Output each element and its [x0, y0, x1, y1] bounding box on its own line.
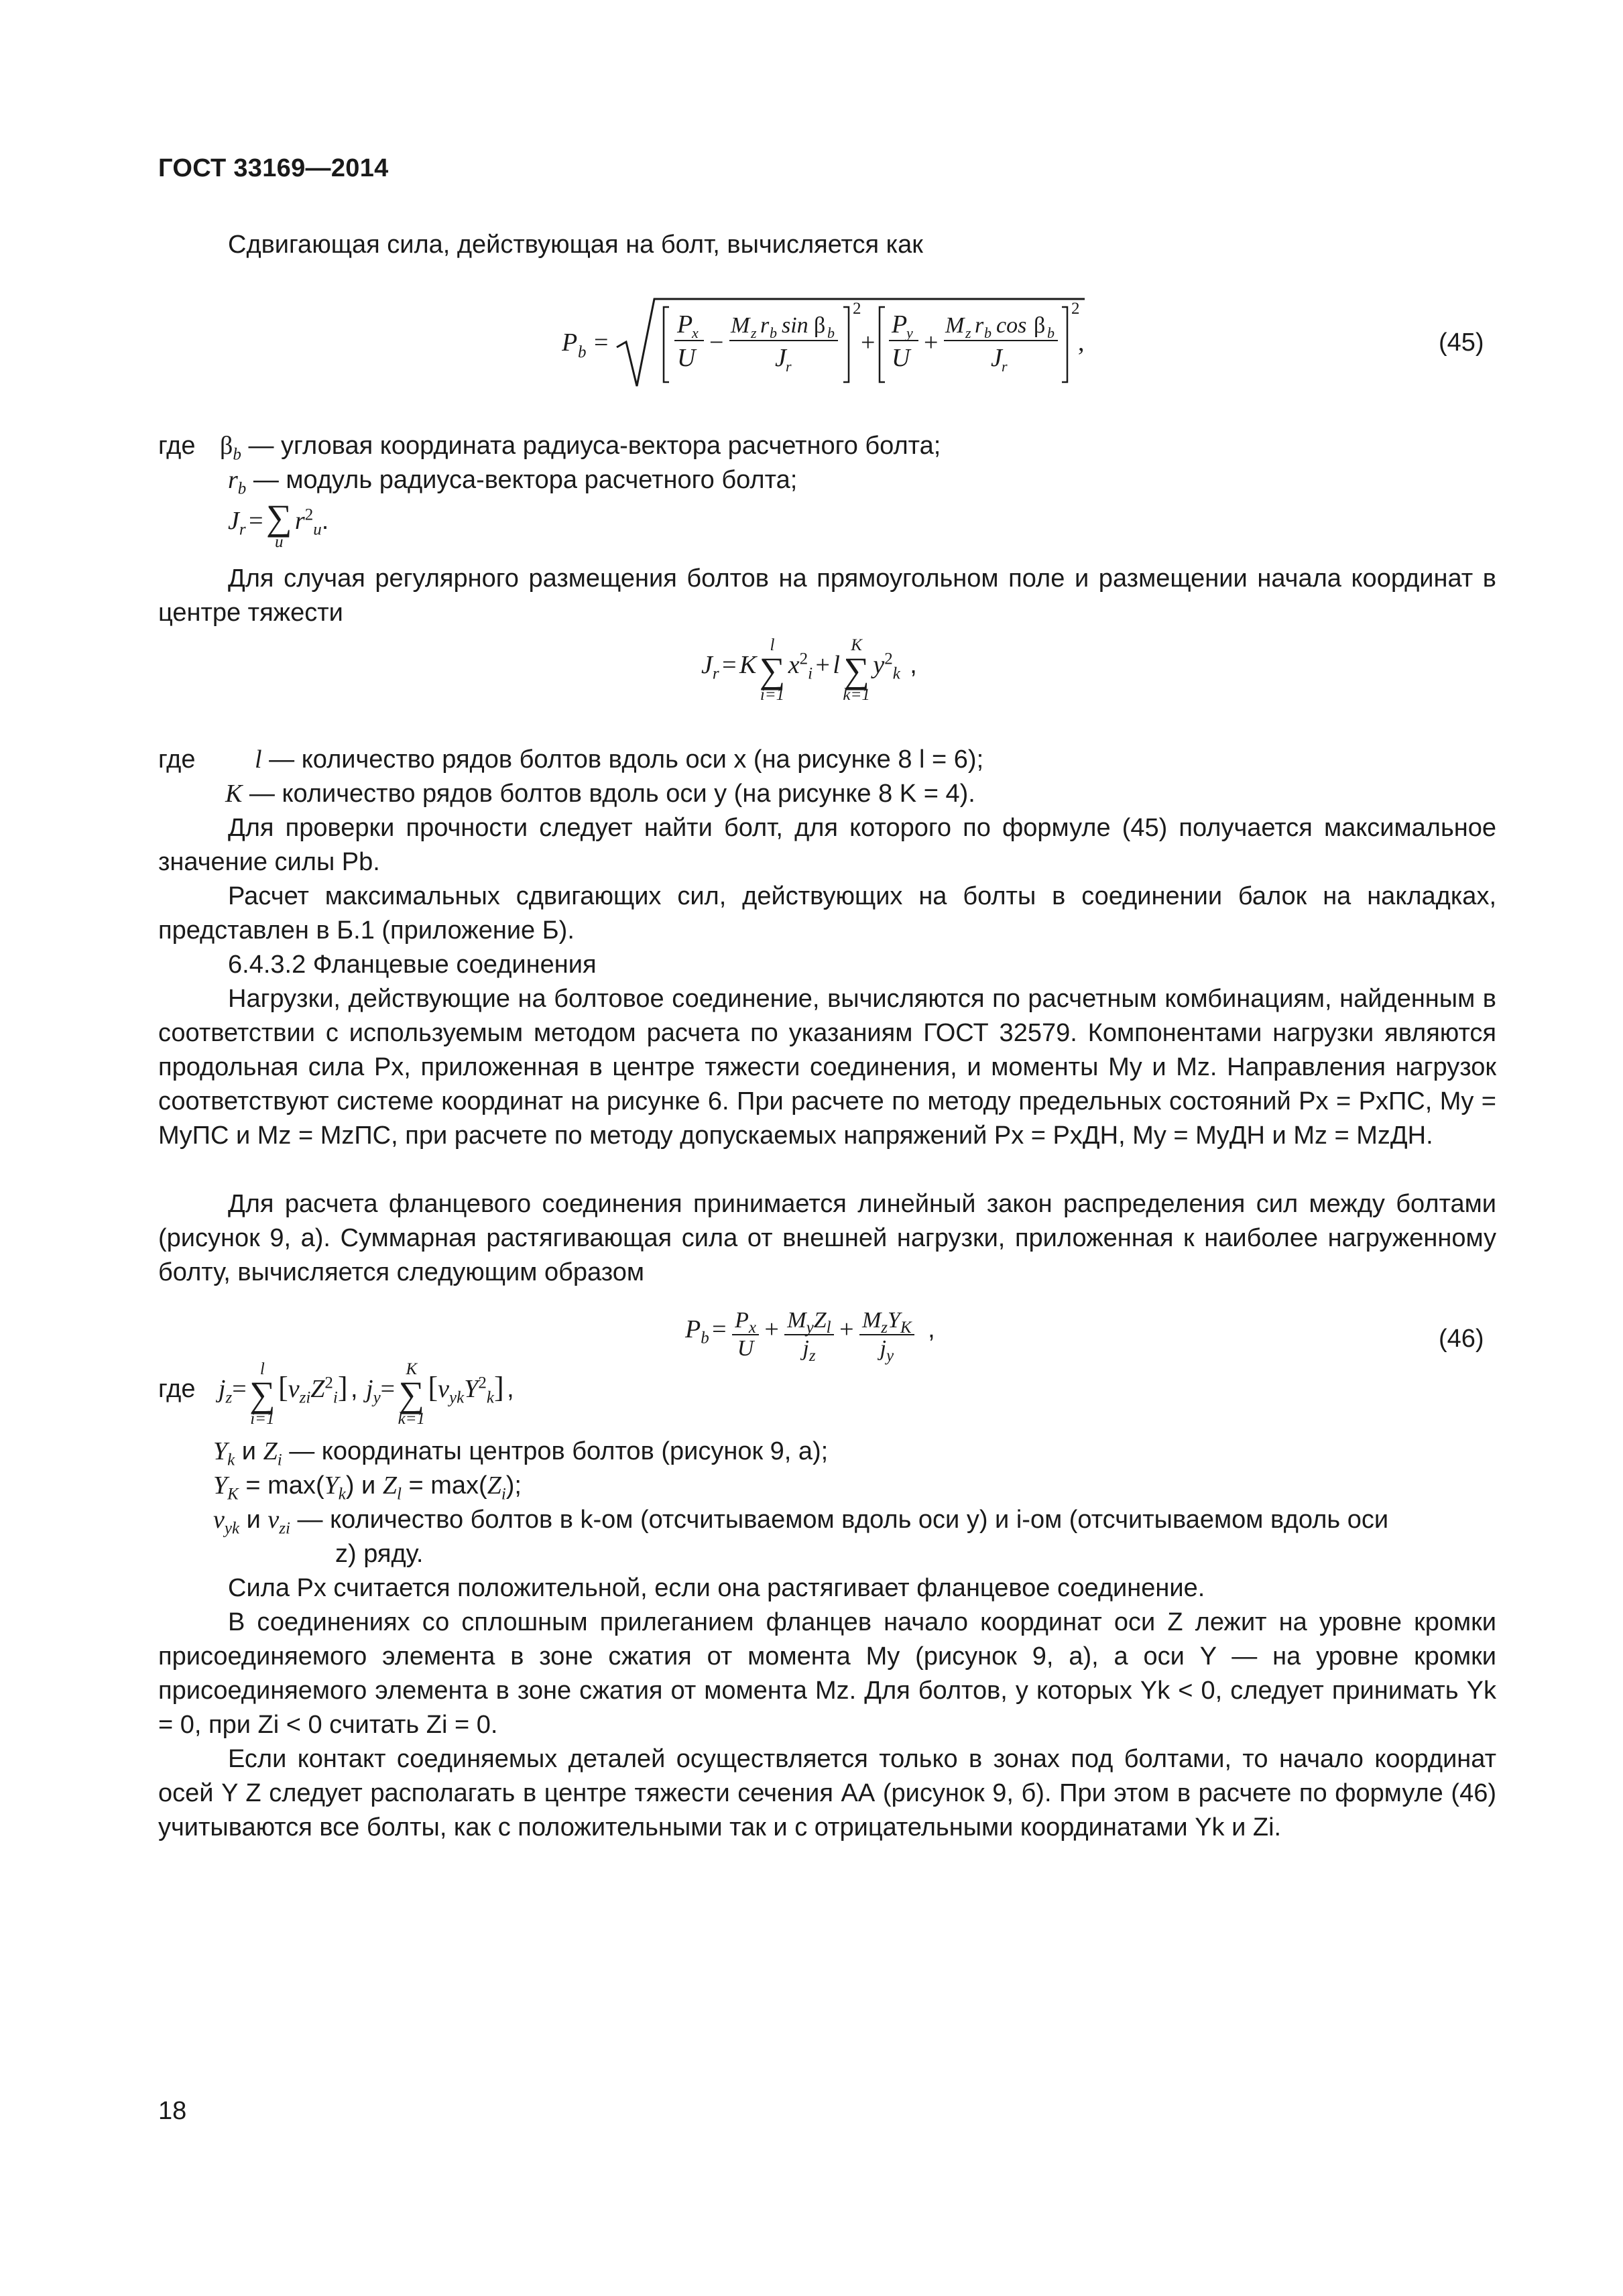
- section-heading: 6.4.3.2 Фланцевые соединения: [228, 951, 597, 979]
- svg-text:y: y: [906, 324, 913, 341]
- calc-paragraph: Расчет максимальных сдвигающих сил, действующих на болты в соединении балок на накладках, представлен в Б.1 (приложение Б).: [158, 882, 1496, 945]
- flange-paragraph: Для расчета фланцевого соединения принимается линейный закон распределения сил между болтами (рисунок 9, а). Суммарная растягивающая сила от внешней нагрузки, приложенная к наиболее нагруженному болту, вычисляется следующим образом: [158, 1190, 1496, 1286]
- svg-text:β: β: [814, 313, 826, 338]
- svg-text:U: U: [892, 344, 910, 372]
- svg-text:r: r: [786, 358, 792, 375]
- v-definition-line: $v_{yk}$ и $v_{zi}$ — количество болтов в k-ом (отсчитываемом вдоль оси y) и i-ом (отсчитываемом вдоль оси: [213, 1506, 1389, 1538]
- equation-46-formula: $P_b$ = $\frac{P_x}{U}$ + $\frac{M_yZ_l}{j_z}$ + $\frac{M_zY_K}{j_y}$ ,: [685, 1308, 935, 1365]
- contact-paragraph: В соединениях со сплошным прилеганием фланцев начало координат оси Z лежит на уровне кромки присоединяемого элемента в зоне сжатия от момента My (рисунок 9, а), а оси Y — на уровне кромки присоединяемого элемента в зоне сжатия от момента Mz. Для болтов, у которых Yk < 0, следует принимать Yk = 0, при Zi < 0 считать Zi = 0.: [158, 1608, 1496, 1739]
- svg-text:b: b: [578, 343, 587, 361]
- svg-text:J: J: [991, 344, 1002, 372]
- svg-text:M: M: [731, 313, 750, 338]
- last-paragraph: Если контакт соединяемых деталей осуществляется только в зонах под болтами, то начало координат осей Y Z следует располагать в центре тяжести сечения АА (рисунок 9, б). При этом в расчете по формуле (46) учитываются все болты, как с положительными так и с отрицательными координатами Yk и Zi.: [158, 1745, 1496, 1841]
- svg-text:,: ,: [1078, 328, 1085, 357]
- equation-45: [562, 294, 1098, 394]
- where-word: где: [158, 745, 196, 774]
- svg-text:−: −: [709, 328, 724, 357]
- svg-text:z: z: [965, 324, 971, 341]
- check-paragraph: Для проверки прочности следует найти болт, для которого по формуле (45) получается максимальное значение силы Pb.: [158, 814, 1496, 876]
- where-l-line: где l — количество рядов болтов вдоль оси x (на рисунке 8 l = 6);: [158, 745, 984, 774]
- svg-text:+: +: [861, 328, 876, 357]
- svg-text:cos: cos: [996, 313, 1027, 338]
- svg-text:P: P: [562, 328, 578, 357]
- page-number: 18: [158, 2097, 187, 2125]
- svg-text:b: b: [1047, 324, 1055, 341]
- document-header: ГОСТ 33169—2014: [158, 154, 389, 182]
- equation-46-number: (46): [1439, 1325, 1484, 1353]
- svg-text:U: U: [677, 344, 696, 372]
- l-definition: — количество рядов болтов вдоль оси x (на рисунке 8 l = 6);: [269, 745, 984, 774]
- svg-text:β: β: [1034, 313, 1046, 338]
- svg-text:b: b: [984, 324, 991, 341]
- equation-45-number: (45): [1439, 328, 1484, 357]
- equation-45-formula: [562, 294, 1098, 394]
- svg-text:P: P: [677, 310, 693, 339]
- svg-text:2: 2: [1071, 300, 1080, 318]
- k-definition: — количество рядов болтов вдоль оси y (на рисунке 8 K = 4).: [249, 780, 975, 808]
- max-definition-line: $Y_K = \max(Y_k)$ и $Z_l = \max(Z_i)$;: [213, 1471, 522, 1504]
- svg-text:=: =: [594, 328, 609, 357]
- svg-text:r: r: [975, 313, 984, 338]
- intro-text: Сдвигающая сила, действующая на болт, вычисляется как: [228, 231, 923, 259]
- svg-text:r: r: [760, 313, 770, 338]
- yz-definition: — координаты центров болтов (рисунок 9, а);: [289, 1437, 829, 1465]
- where-k-line: K — количество рядов болтов вдоль оси y (на рисунке 8 K = 4).: [225, 780, 975, 808]
- v-definition: — количество болтов в k-ом (отсчитываемом вдоль оси y) и i-ом (отсчитываемом вдоль оси: [297, 1506, 1389, 1534]
- svg-text:z: z: [751, 324, 757, 341]
- svg-text:+: +: [924, 328, 939, 357]
- v-definition-cont: z) ряду.: [335, 1540, 424, 1568]
- svg-text:b: b: [827, 324, 835, 341]
- sign-paragraph: Сила Px считается положительной, если она растягивает фланцевое соединение.: [228, 1574, 1205, 1602]
- rb-definition: — модуль радиуса-вектора расчетного болта;: [253, 466, 798, 494]
- where-word: где: [158, 432, 196, 460]
- rb-definition-line: $r_b$ — модуль радиуса-вектора расчетного болта;: [228, 466, 798, 498]
- svg-text:sin: sin: [782, 313, 808, 338]
- jr-definition-formula: $J_r$ = ∑ u $r^2_u$.: [228, 497, 329, 551]
- jr-regular-formula: $J_r = K$ l ∑ i=1 $x^2_i + l$ K ∑ k=1 $y^2_k$ ,: [701, 636, 917, 704]
- where-label-45: где $\beta_b$ — угловая координата радиуса-вектора расчетного болта;: [158, 432, 941, 464]
- svg-text:r: r: [1002, 358, 1008, 375]
- svg-text:P: P: [892, 310, 908, 339]
- beta-definition: — угловая координата радиуса-вектора расчетного болта;: [248, 432, 941, 460]
- yz-definition-line: $Y_k$ и $Z_i$ — координаты центров болтов (рисунок 9, а);: [213, 1437, 829, 1469]
- svg-text:2: 2: [853, 300, 861, 318]
- regular-placement-paragraph: Для случая регулярного размещения болтов на прямоугольном поле и размещении начала координат в центре тяжести: [158, 564, 1496, 627]
- svg-text:J: J: [775, 344, 786, 372]
- where-word: где: [158, 1375, 196, 1404]
- svg-text:b: b: [770, 324, 777, 341]
- loads-paragraph: Нагрузки, действующие на болтовое соединение, вычисляются по расчетным комбинациям, найденным в соответствии с используемым методом расчета по указаниям ГОСТ 32579. Компонентами нагрузки являются продольная сила Px, приложенная в центре тяжести соединения, и моменты My и Mz. Направления нагрузок соответствуют системе координат на рисунке 6. При расчете по методу предельных состояний Px = PxПС, My = MyПС и Mz = MzПС, при расчете по методу допускаемых напряжений Px = PxДН, My = MyДН и Mz = MzДН.: [158, 985, 1496, 1150]
- svg-text:M: M: [945, 313, 965, 338]
- where-jz-jy-line: где $j_z=$ l ∑ i=1 $[v_{zi}Z^2_i]$ , $j_y=$ K ∑ k=1 $[v_{yk}Y^2_k]$ ,: [158, 1360, 514, 1428]
- svg-text:x: x: [692, 324, 699, 341]
